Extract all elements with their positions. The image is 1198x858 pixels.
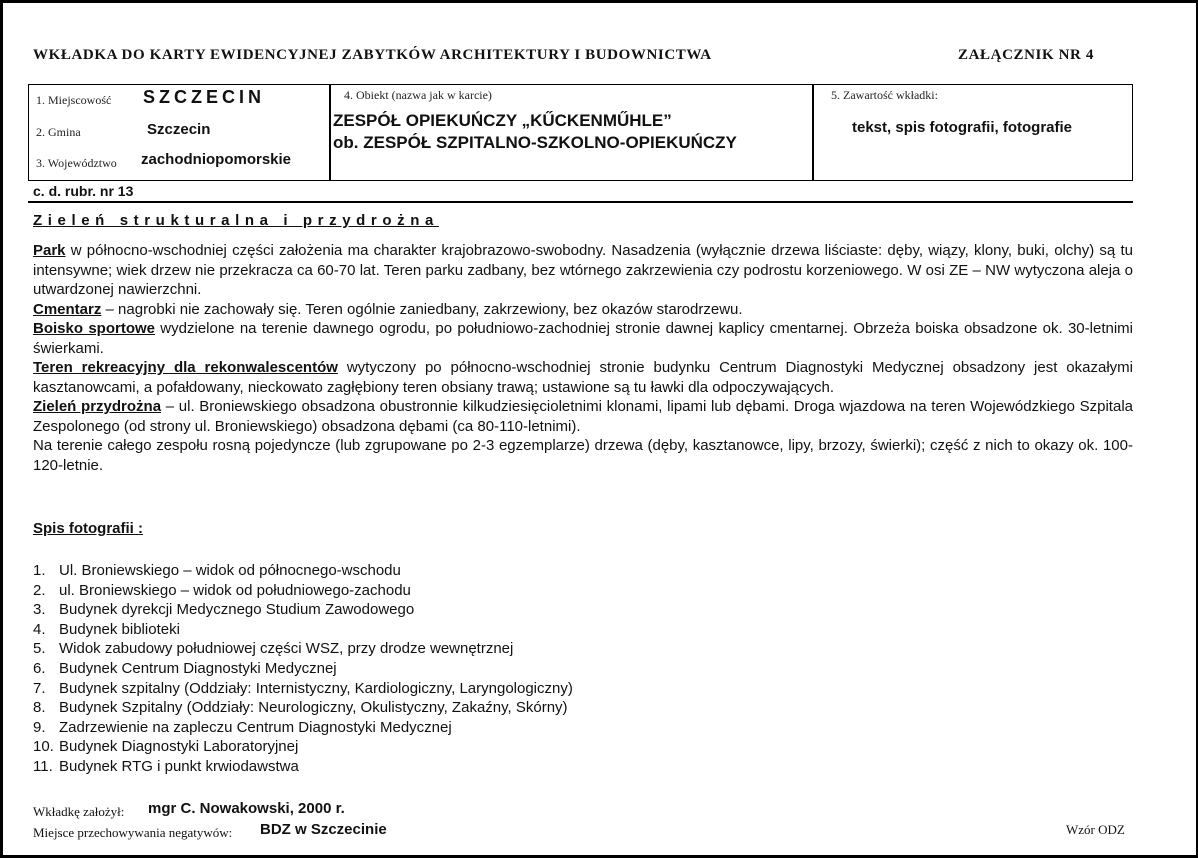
- storage-label: Miejsce przechowywania negatywów:: [33, 825, 233, 840]
- object-label: 4. Obiekt (nazwa jak w karcie): [344, 88, 492, 102]
- photo-item-text: ul. Broniewskiego – widok od południowego-zachodu: [59, 581, 411, 599]
- photo-item-text: Ul. Broniewskiego – widok od północnego-wschodu: [59, 562, 401, 579]
- photo-item-text: Budynek Diagnostyki Laboratoryjnej: [59, 738, 299, 756]
- text-boisko: wydzielone na terenie dawnego ogrodu, po południowo-zachodniej stronie dawnej kaplicy cmentarnej. Obrzeża boiska obsadzone ok. 30-letnimi świerkami.: [33, 320, 1133, 357]
- photo-item: [33, 639, 573, 659]
- term-zielen: Zieleń przydrożna: [33, 398, 162, 415]
- photo-item-number: 4.: [33, 620, 46, 638]
- storage-value: BDZ w Szczecinie: [260, 821, 387, 838]
- photo-item-number: 3.: [33, 601, 46, 619]
- page-border-left: [0, 0, 3, 858]
- term-cmentarz: Cmentarz: [33, 300, 102, 318]
- photo-item-number: 2.: [33, 581, 46, 599]
- contents-value: tekst, spis fotografii, fotografie: [852, 119, 1073, 136]
- document-title: WKŁADKA DO KARTY EWIDENCYJNEJ ZABYTKÓW ARCHITEKTURY I BUDOWNICTWA: [33, 47, 712, 63]
- info-box-divider-1: [329, 85, 331, 181]
- section-title: Zieleń strukturalna i przydrożna: [33, 212, 439, 229]
- photo-item: [33, 718, 573, 738]
- paragraph-teren: [33, 358, 1133, 397]
- photo-item-number: 5.: [33, 640, 46, 658]
- photo-list: [33, 561, 573, 777]
- text-teren: wytyczony po północno-wschodniej stronie budynku Centrum Diagnostyki Medycznej obsadzony jest okazałymi kasztanowcami, a pofałdowany, nieckowato zagłębiony teren obsiany trawą; ustawione są tu ławki dla odpoczywających.: [33, 359, 1133, 396]
- term-boisko: Boisko sportowe: [33, 320, 155, 337]
- rubric-continuation: c. d. rubr. nr 13: [33, 183, 134, 199]
- voivodeship-value: zachodniopomorskie: [141, 151, 292, 168]
- photo-item-text: Budynek RTG i punkt krwiodawstwa: [59, 757, 299, 775]
- photo-item: [33, 659, 573, 679]
- commune-label: 2. Gmina: [36, 125, 81, 139]
- author-label: Wkładkę założył:: [33, 804, 125, 819]
- body-text: [33, 241, 1133, 475]
- photo-item-text: Budynek biblioteki: [59, 620, 180, 638]
- photo-item: [33, 698, 573, 718]
- term-teren: Teren rekreacyjny dla rekonwalescentów: [33, 359, 338, 376]
- photo-item: [33, 679, 573, 699]
- photo-item: [33, 561, 573, 581]
- photo-item: [33, 600, 573, 620]
- locality-value: SZCZECIN: [143, 87, 265, 107]
- attachment-number: ZAŁĄCZNIK NR 4: [958, 47, 1094, 63]
- paragraph-cmentarz: [33, 300, 1133, 320]
- text-zielen: – ul. Broniewskiego obsadzona obustronnie kilkudziesięcioletnimi klonami, lipami lub dębami. Droga wjazdowa na teren Wojewódzkiego Szpitala Zespolonego (od strony ul. Broniewskiego) obsadzona dębami (ca 80-110-letnimi).: [33, 398, 1133, 435]
- photo-item-number: 11.: [33, 757, 53, 775]
- photo-item-number: 6.: [33, 659, 46, 677]
- photo-item-text: Widok zabudowy południowej części WSZ, przy drodze wewnętrznej: [59, 640, 514, 658]
- locality-label: 1. Miejscowość: [36, 93, 112, 107]
- photo-item: [33, 737, 573, 757]
- object-name-line2: ob. ZESPÓŁ SZPITALNO-SZKOLNO-OPIEKUŃCZY: [333, 133, 737, 152]
- term-park: Park: [33, 242, 66, 259]
- photo-item-number: 1.: [33, 562, 46, 579]
- photo-item: [33, 620, 573, 640]
- contents-label: 5. Zawartość wkładki:: [831, 88, 938, 102]
- info-box: [28, 84, 1133, 181]
- photo-item-number: 9.: [33, 718, 46, 736]
- info-box-divider-2: [812, 85, 814, 181]
- photo-item-number: 10.: [33, 738, 54, 756]
- paragraph-zielen: [33, 397, 1133, 436]
- photo-item: [33, 581, 573, 601]
- photo-item-number: 7.: [33, 679, 46, 697]
- photo-item: [33, 757, 573, 777]
- object-name-line1: ZESPÓŁ OPIEKUŃCZY „KŰCKENMŰHLE”: [333, 111, 672, 130]
- photo-item-text: Budynek szpitalny (Oddziały: Internistyczny, Kardiologiczny, Laryngologiczny): [59, 679, 573, 697]
- template-label: Wzór ODZ: [1066, 822, 1125, 837]
- text-park: w północno-wschodniej części założenia ma charakter krajobrazowo-swobodny. Nasadzenia (wyłącznie drzewa liściaste: dęby, wiązy, klony, buki, olchy) są tu intensywne; wiek drzew nie przekracza ca 60-70 lat. Teren parku zadbany, bez wtórnego zakrzewienia czy podrostu korzeniowego. W osi ZE – NW wytyczona aleja o utwardzonej nawierzchni.: [33, 242, 1133, 298]
- paragraph-boisko: [33, 319, 1133, 358]
- commune-value: Szczecin: [147, 121, 211, 138]
- rubric-divider: [28, 201, 1133, 203]
- photo-list-title: Spis fotografii :: [33, 520, 143, 537]
- voivodeship-label: 3. Województwo: [36, 156, 117, 170]
- photo-item-text: Budynek Centrum Diagnostyki Medycznej: [59, 659, 337, 677]
- page-border-top: [0, 0, 1198, 3]
- photo-item-text: Budynek dyrekcji Medycznego Studium Zawodowego: [59, 601, 415, 619]
- paragraph-closing: Na terenie całego zespołu rosną pojedyncze (lub zgrupowane po 2-3 egzemplarze) drzewa (dęby, kasztanowce, lipy, brzozy, świerki); część z nich to okazy ok. 100-120-letnie.: [33, 437, 1133, 474]
- photo-item-number: 8.: [33, 699, 46, 717]
- author-value: mgr C. Nowakowski, 2000 r.: [148, 800, 345, 817]
- photo-item-text: Budynek Szpitalny (Oddziały: Neurologiczny, Okulistyczny, Zakaźny, Skórny): [59, 699, 568, 717]
- text-cmentarz: – nagrobki nie zachowały się. Teren ogólnie zaniedbany, zakrzewiony, bez okazów starodrzewu.: [101, 300, 743, 318]
- photo-item-text: Zadrzewienie na zapleczu Centrum Diagnostyki Medycznej: [59, 718, 452, 736]
- paragraph-park: [33, 241, 1133, 300]
